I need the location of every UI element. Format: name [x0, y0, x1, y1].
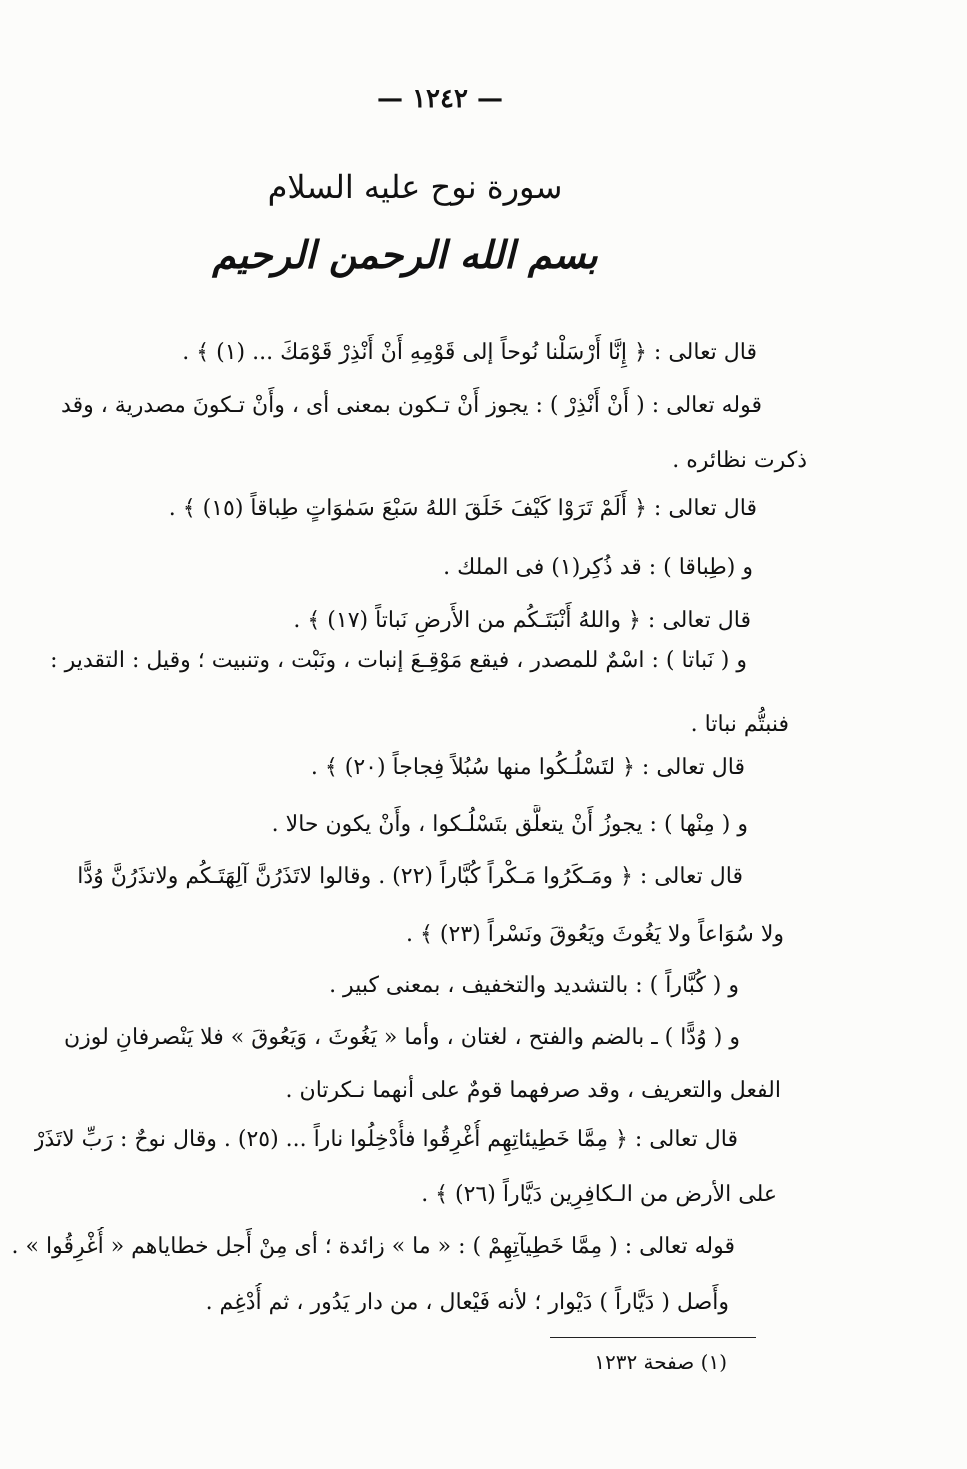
text-line: و ( وُدًّا ) ـ بالضم والفتح ، لغتان ، وأما « يَغُوثَ ، وَيَعُوقَ » فلا يَنْصرفانِ لوزن	[63, 1025, 740, 1050]
text-line: ولا سُوَاعاً ولا يَغُوثَ ويَعُوقَ ونَسْراً (٢٣) ﴾ .	[406, 922, 784, 947]
text-line: و (طِباقا ) : قد ذُكِر(١) فى الملك .	[443, 555, 753, 580]
text-line: على الأرض من الـكافِرِين دَيَّاراً (٢٦) ﴾ .	[421, 1182, 777, 1207]
text-line: ذكرت نظائره .	[672, 448, 807, 473]
text-line: قوله تعالى : ( أَنْ أَنْذِرْ ) : يجوز أَنْ تـكون بمعنى أى ، وأَنْ تـكونَ مصدرية ، وقد	[61, 393, 762, 418]
surah-title: سورة نوح عليه السلام	[267, 168, 563, 206]
page-number: — ١٢٤٢ —	[377, 84, 503, 114]
footnote-rule	[550, 1337, 756, 1338]
text-line: فنبتُّم نباتا .	[690, 712, 789, 737]
text-line: الفعل والتعريف ، وقد صرفهما قومٌ على أنهما نـكرتان .	[285, 1078, 781, 1103]
text-line: قال تعالى : ﴿ إِنَّا أَرْسَلْنا نُوحاً إلى قَوْمِهِ أَنْ أَنْذِرْ قَوْمَكَ ... (١) ﴾ .	[182, 340, 757, 365]
text-line: قال تعالى : ﴿ واللهُ أَنْبَتَـكُم من الأَرضِ نَباتاً (١٧) ﴾ .	[293, 608, 751, 633]
text-line: و ( كُبَّاراً ) : بالتشديد والتخفيف ، بمعنى كبير .	[329, 973, 739, 998]
text-line: وأَصل ( دَيَّاراً ) دَيْوار ؛ لأنه فَيْعال ، من دار يَدُور ، ثم أُدْغِم .	[205, 1290, 729, 1315]
text-line: و ( مِنْها ) : يجوزُ أَنْ يتعلَّق بتَسْلُـكوا ، وأَنْ يكون حالا .	[271, 812, 748, 837]
text-line: قال تعالى : ﴿ ومَـكَرُوا مَـكْراً كُبَّاراً (٢٢) . وقالوا لاتَذَرُنَّ آلِهَتَـكُم ولاتذَرُنَّ وُدًّا	[77, 864, 743, 889]
text-line: قال تعالى : ﴿ لتَسْلُـكُوا منها سُبُلاً فِجاجاً (٢٠) ﴾ .	[310, 755, 745, 780]
text-line: قوله تعالى : ( مِمَّا خَطِيآتِهِمْ ) : « ما » زائدة ؛ أى مِنْ أَجل خطاياهم « أُغْرِقُوا » .	[11, 1234, 735, 1259]
text-line: قال تعالى : ﴿ أَلَمْ تَرَوْا كَيْفَ خَلَقَ اللهُ سَبْعَ سَمٰوَاتٍ طِباقاً (١٥) ﴾ .	[168, 496, 757, 521]
text-line: قال تعالى : ﴿ مِمَّا خَطِيئاتِهِم أُغْرِقُوا فأُدْخِلُوا ناراً ... (٢٥) . وقال نوحٌ : رَبِّ لاتَذَرْ	[33, 1127, 738, 1152]
footnote: (١) صفحة ١٢٣٢	[594, 1350, 727, 1374]
basmala: بسم الله الرحمن الرحيم	[212, 232, 598, 277]
text-line: و ( نَباتا ) : اسْمٌ للمصدر ، فيقع مَوْقِـعَ إنبات ، ونَبْت ، وتنبيت ؛ وقيل : التقدير :	[50, 648, 747, 673]
